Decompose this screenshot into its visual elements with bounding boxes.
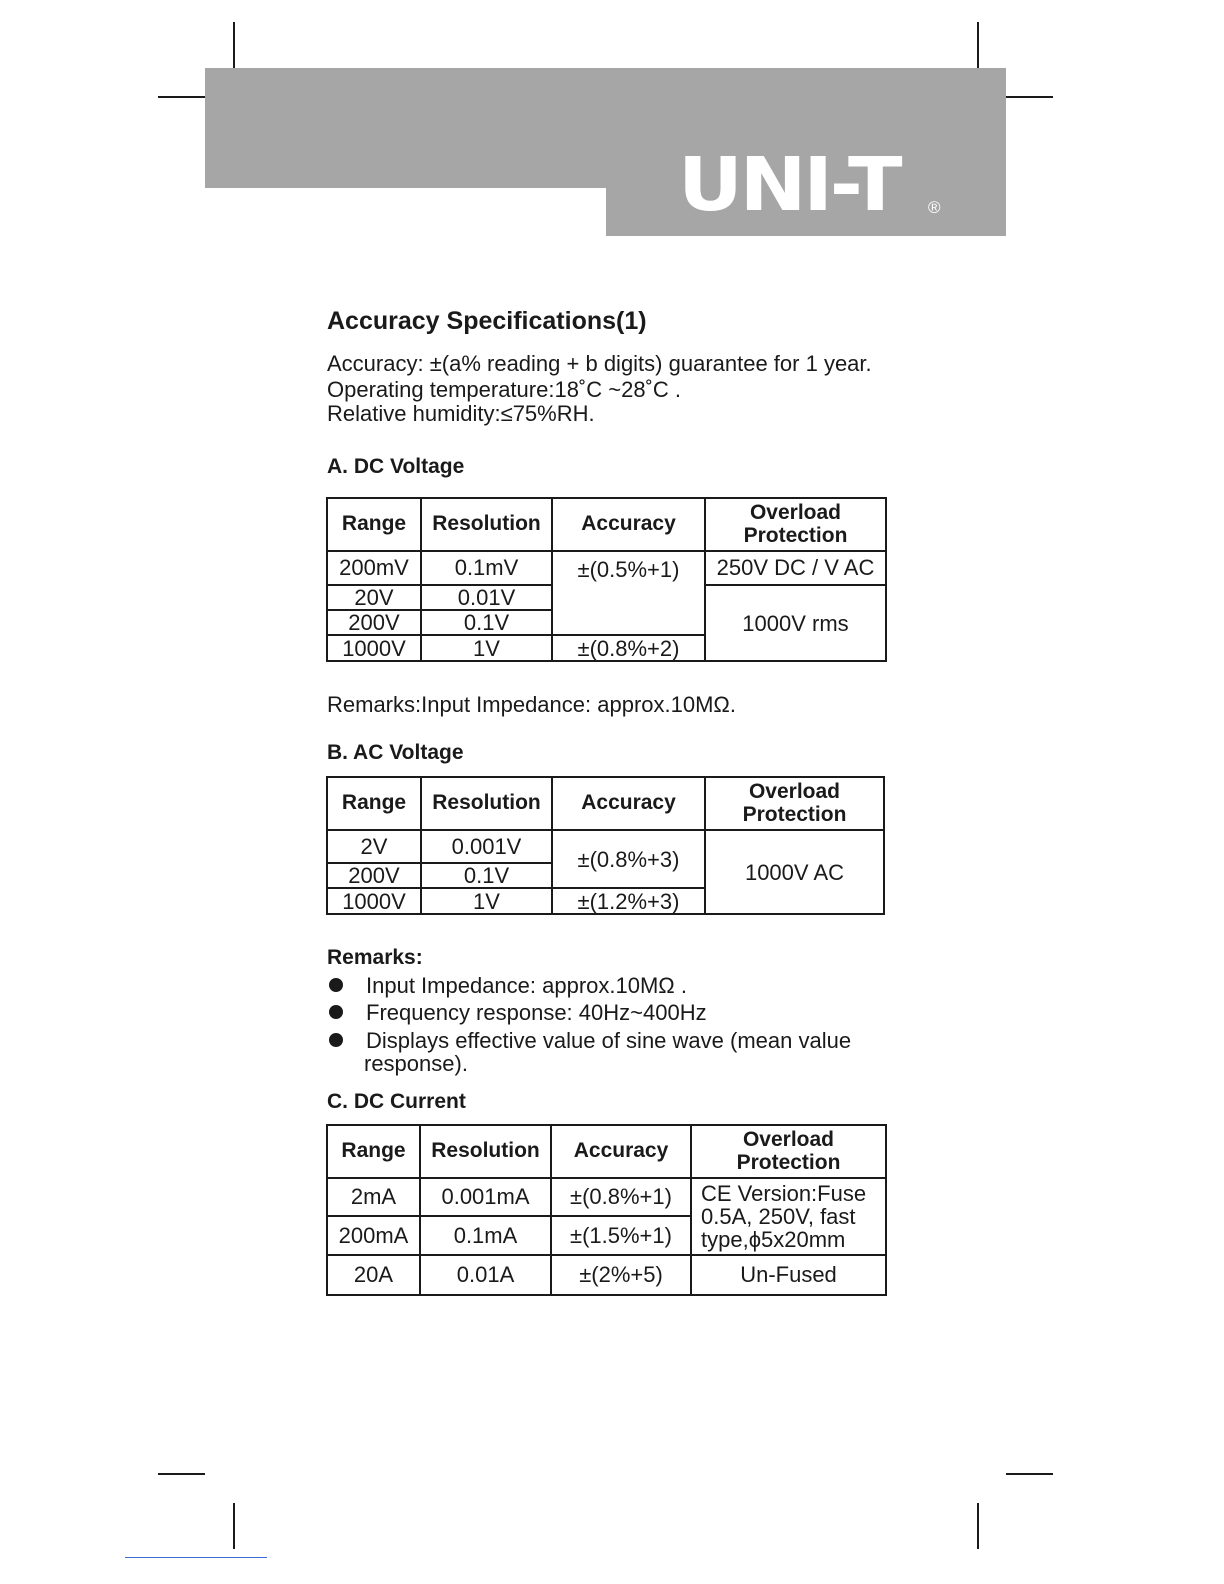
table-cell-accuracy: ±(0.8%+2) <box>552 635 705 661</box>
crop-mark <box>233 22 235 68</box>
crop-mark <box>158 96 205 98</box>
table-cell-range: 200mA <box>327 1216 420 1255</box>
header-range: Range <box>327 1125 420 1178</box>
table-cell-range: 2V <box>327 830 421 863</box>
table-cell-range: 200V <box>327 863 421 888</box>
registered-mark: ® <box>928 198 941 217</box>
ac-voltage-table <box>326 776 885 915</box>
header-overload-line1: Overload <box>742 1128 835 1152</box>
table-cell-resolution: 1V <box>421 635 552 661</box>
crop-mark <box>1006 96 1053 98</box>
brand-logo: UNI-T <box>678 142 900 228</box>
table-cell-range: 1000V <box>327 888 421 914</box>
header-overload <box>691 1125 886 1178</box>
table-cell-range: 200mV <box>327 551 421 585</box>
humidity-line: Relative humidity:≤75%RH. <box>327 401 595 426</box>
table-cell-accuracy: ±(0.5%+1) <box>552 551 705 635</box>
header-overload-line1: Overload <box>749 501 842 525</box>
fuse-line1: CE Version:Fuse <box>701 1180 867 1206</box>
temperature-line: Operating temperature:18˚C ~28˚C . <box>327 377 682 402</box>
footer-rule <box>125 1557 267 1558</box>
table-cell-overload: 250V DC / V AC <box>705 551 886 585</box>
table-cell-range: 1000V <box>327 635 421 661</box>
remarks-title: Remarks: <box>327 946 423 969</box>
remark-item: Frequency response: 40Hz~400Hz <box>366 1000 707 1025</box>
table-cell-overload: 1000V rms <box>705 585 886 661</box>
dc-voltage-remark: Remarks:Input Impedance: approx.10MΩ. <box>327 692 736 717</box>
table-cell-accuracy: ±(1.2%+3) <box>552 888 705 914</box>
header-resolution: Resolution <box>420 1125 551 1178</box>
table-cell-resolution: 0.001V <box>421 830 552 863</box>
dc-voltage-title: A. DC Voltage <box>327 455 465 478</box>
dc-current-title: C. DC Current <box>327 1090 466 1113</box>
header-overload <box>705 498 886 551</box>
crop-mark <box>233 1503 235 1549</box>
bullet-dot <box>329 978 343 992</box>
table-cell-overload: Un-Fused <box>691 1255 886 1295</box>
table-cell-resolution: 0.1mV <box>421 551 552 585</box>
header-resolution: Resolution <box>421 498 552 551</box>
dc-current-table <box>326 1124 887 1296</box>
table-cell-range: 20A <box>327 1255 420 1295</box>
remark-item-continuation: response). <box>364 1051 468 1076</box>
remark-item: Input Impedance: approx.10MΩ . <box>366 973 687 998</box>
page-title: Accuracy Specifications(1) <box>327 307 647 335</box>
table-cell-resolution: 0.1mA <box>420 1216 551 1255</box>
header-resolution: Resolution <box>421 777 552 830</box>
header-overload-line2: Protection <box>743 523 848 547</box>
crop-mark <box>977 22 979 68</box>
table-cell-overload <box>691 1178 886 1255</box>
header-overload-line2: Protection <box>736 1150 841 1174</box>
fuse-line3: type,ϕ5x20mm <box>701 1227 846 1253</box>
table-cell-range: 200V <box>327 610 421 635</box>
table-cell-accuracy: ±(0.8%+1) <box>551 1178 691 1216</box>
crop-mark <box>158 1473 205 1475</box>
table-cell-resolution: 0.01A <box>420 1255 551 1295</box>
table-cell-accuracy: ±(0.8%+3) <box>552 830 705 888</box>
ac-voltage-title: B. AC Voltage <box>327 741 464 764</box>
table-cell-resolution: 0.01V <box>421 585 552 610</box>
table-cell-accuracy: ±(2%+5) <box>551 1255 691 1295</box>
bullet-dot <box>329 1005 343 1019</box>
crop-mark <box>977 1503 979 1549</box>
header-overload-line1: Overload <box>748 780 841 804</box>
dc-voltage-table <box>326 497 887 662</box>
remark-item: Displays effective value of sine wave (mean value <box>366 1028 852 1053</box>
bullet-dot <box>329 1033 343 1047</box>
header-overload-line2: Protection <box>742 802 847 826</box>
header-overload <box>705 777 884 830</box>
header-accuracy: Accuracy <box>552 777 705 830</box>
header-accuracy: Accuracy <box>551 1125 691 1178</box>
table-cell-resolution: 1V <box>421 888 552 914</box>
table-cell-overload: 1000V AC <box>705 830 884 914</box>
table-cell-accuracy: ±(1.5%+1) <box>551 1216 691 1255</box>
accuracy-line: Accuracy: ±(a% reading + b digits) guarantee for 1 year. <box>327 351 872 376</box>
table-cell-resolution: 0.001mA <box>420 1178 551 1216</box>
table-cell-resolution: 0.1V <box>421 863 552 888</box>
table-cell-range: 2mA <box>327 1178 420 1216</box>
header-range: Range <box>327 498 421 551</box>
fuse-line2: 0.5A, 250V, fast <box>701 1203 856 1229</box>
table-cell-resolution: 0.1V <box>421 610 552 635</box>
header-range: Range <box>327 777 421 830</box>
table-cell-range: 20V <box>327 585 421 610</box>
crop-mark <box>1006 1473 1053 1475</box>
header-accuracy: Accuracy <box>552 498 705 551</box>
